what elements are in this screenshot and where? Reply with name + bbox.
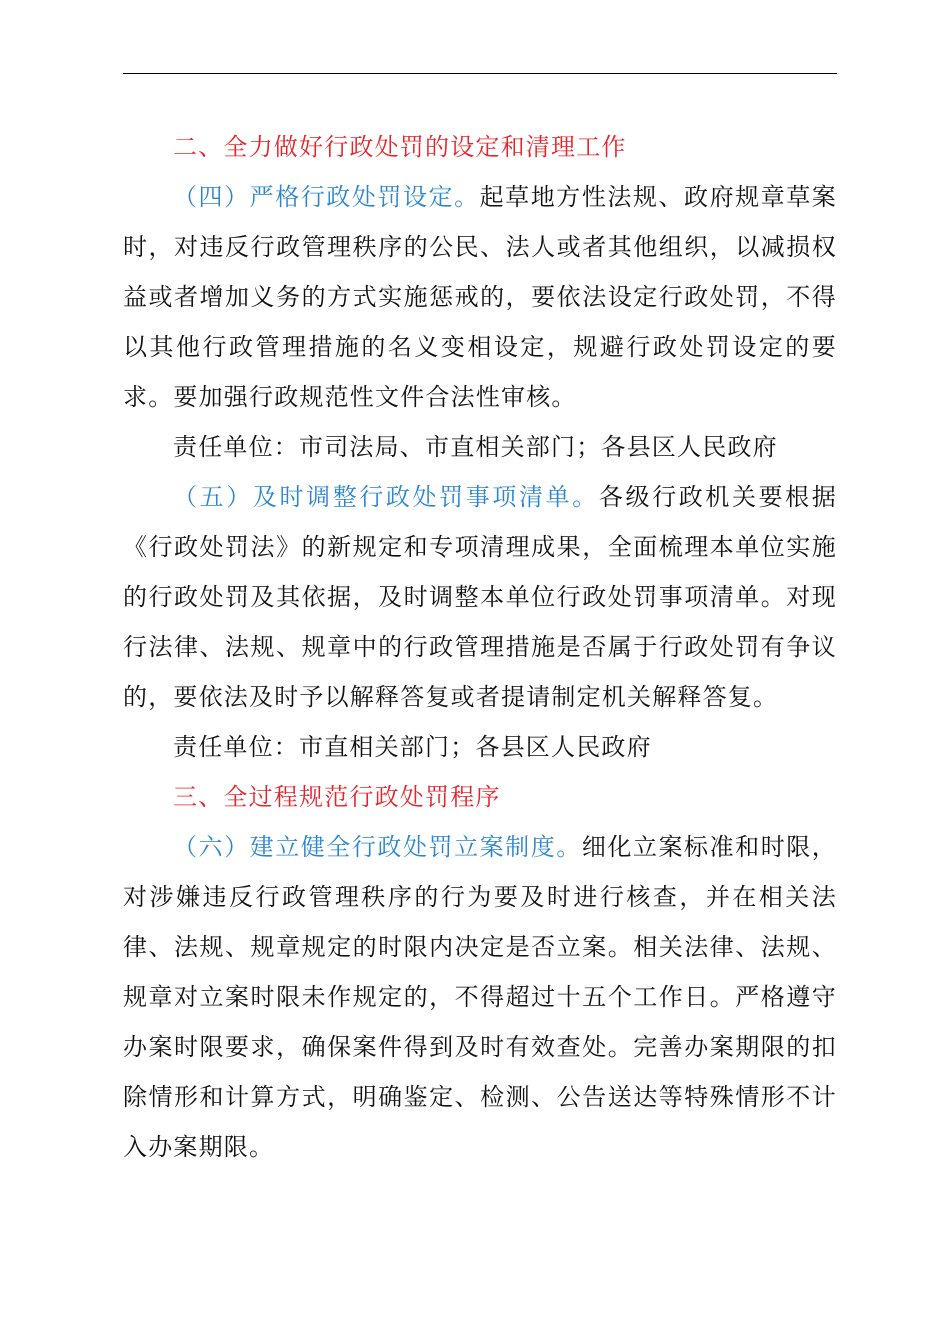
item-4-responsible-text: 责任单位：市司法局、市直相关部门；各县区人民政府 <box>173 433 778 461</box>
section-3-heading-text: 三、全过程规范行政处罚程序 <box>173 783 501 811</box>
section-3-heading <box>123 772 837 822</box>
item-5-responsible <box>123 722 837 772</box>
item-4-paragraph <box>123 172 837 422</box>
item-6-title: （六）建立健全行政处罚立案制度。 <box>173 833 582 861</box>
header-rule <box>123 73 837 74</box>
item-4-responsible <box>123 422 837 472</box>
document-body <box>123 122 837 1172</box>
item-4-body: 起草地方性法规、政府规章草案时，对违反行政管理秩序的公民、法人或者其他组织，以减损权益或者增加义务的方式实施惩戒的，要依法设定行政处罚，不得以其他行政管理措施的名义变相设定，规避行政处罚设定的要求。要加强行政规范性文件合法性审核。 <box>123 183 837 411</box>
item-4-title: （四）严格行政处罚设定。 <box>173 183 480 211</box>
item-6-body: 细化立案标准和时限，对涉嫌违反行政管理秩序的行为要及时进行核查，并在相关法律、法规、规章规定的时限内决定是否立案。相关法律、法规、规章对立案时限未作规定的，不得超过十五个工作日。严格遵守办案时限要求，确保案件得到及时有效查处。完善办案期限的扣除情形和计算方式，明确鉴定、检测、公告送达等特殊情形不计入办案期限。 <box>123 833 838 1161</box>
section-2-heading <box>123 122 837 172</box>
item-5-body: 各级行政机关要根据《行政处罚法》的新规定和专项清理成果，全面梳理本单位实施的行政处罚及其依据，及时调整本单位行政处罚事项清单。对现行法律、法规、规章中的行政管理措施是否属于行政处罚有争议的，要依法及时予以解释答复或者提请制定机关解释答复。 <box>123 483 837 711</box>
item-6-paragraph <box>123 822 837 1172</box>
item-5-title: （五）及时调整行政处罚事项清单。 <box>173 483 599 511</box>
item-5-paragraph <box>123 472 837 722</box>
item-5-responsible-text: 责任单位：市直相关部门；各县区人民政府 <box>173 733 652 761</box>
section-2-heading-text: 二、全力做好行政处罚的设定和清理工作 <box>173 133 627 161</box>
